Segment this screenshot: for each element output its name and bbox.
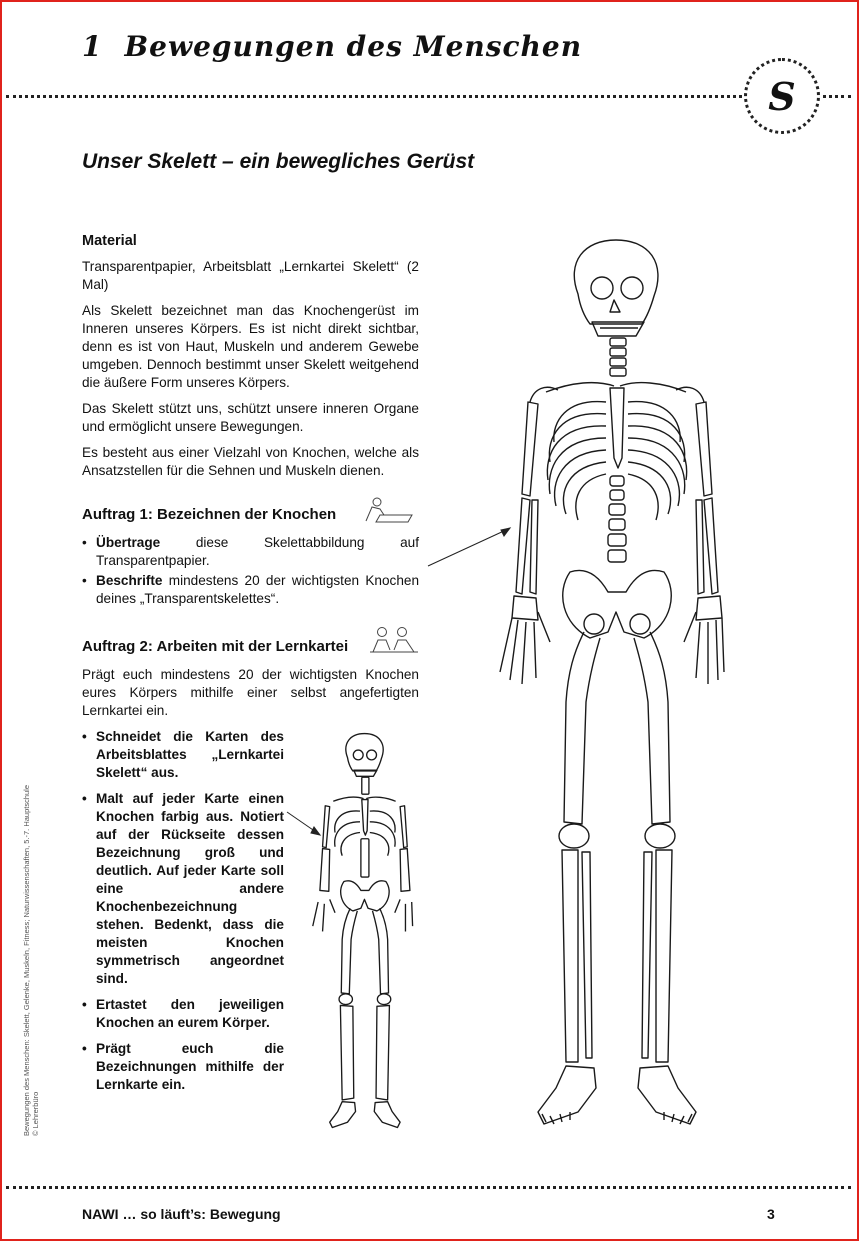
list-item: • Ertastet den jeweiligen Knochen an eurem Körper. (82, 996, 284, 1032)
list-item: • Übertrage diese Skelettabbildung auf Transparentpapier. (82, 534, 419, 570)
list-item: • Beschrifte mindestens 20 der wichtigsten Knochen deines „Transparentskelettes“. (82, 572, 419, 608)
page-subtitle: Unser Skelett – ein bewegliches Gerüst (82, 150, 475, 173)
list-item: • Prägt euch die Bezeichnungen mithilfe der Lernkarte ein. (82, 1040, 284, 1094)
chapter-title: Bewegungen des Menschen (124, 30, 583, 63)
paragraph-2: Das Skelett stützt uns, schützt unsere inneren Organe und ermöglicht unsere Bewegungen. (82, 401, 419, 434)
small-skeleton-illustration (306, 730, 414, 1132)
material-text: Transparentpapier, Arbeitsblatt „Lernkartei Skelett“ (2 Mal) (82, 259, 419, 292)
paragraph-3: Es besteht aus einer Vielzahl von Knochen, welche als Ansatzstellen für die Sehnen und Muskeln dienen. (82, 445, 419, 478)
material-heading: Material (82, 233, 137, 249)
level-badge: S (744, 58, 820, 134)
bottom-dotted-rule (6, 1186, 851, 1189)
task2-heading: Auftrag 2: Arbeiten mit der Lernkartei (82, 638, 349, 655)
side-copyright-text: Bewegungen des Menschen: Skelett, Gelenke, Muskeln, Fitness; Naturwissenschaften, 5.-7. Hauptschule © Lehrerbüro (22, 784, 40, 1136)
page-number: 3 (767, 1206, 775, 1222)
large-skeleton-illustration (486, 232, 726, 1134)
task2-intro: Prägt euch mindestens 20 der wichtigsten Knochen eures Körpers mithilfe einer selbst angefertigten Lernkartei ein. (82, 667, 419, 718)
chapter-number: 1 (82, 30, 103, 63)
footer-series: NAWI … so läuft’s: Bewegung (82, 1206, 281, 1222)
paragraph-1: Als Skelett bezeichnet man das Knochengerüst im Inneren unseres Körpers. Es ist nicht direkt sichtbar, denn es ist von Haut, Muskeln und anderem Gewebe umgeben. Dennoch bestimmt unser Skelett weitgehend die äußere Form unseres Körpers. (82, 303, 419, 390)
list-item: • Malt auf jeder Karte einen Knochen farbig aus. Notiert auf der Rückseite dessen Bezeichnung groß und deutlich. Auf jeder Karte soll eine andere Knochenbezeichnung stehen. Bedenkt, dass die meisten Knochen symmetrisch angeordnet sind. (82, 790, 284, 988)
task1-heading: Auftrag 1: Bezeichnen der Knochen (82, 506, 337, 523)
list-item: • Schneidet die Karten des Arbeitsblattes „Lernkartei Skelett“ aus. (82, 728, 284, 782)
